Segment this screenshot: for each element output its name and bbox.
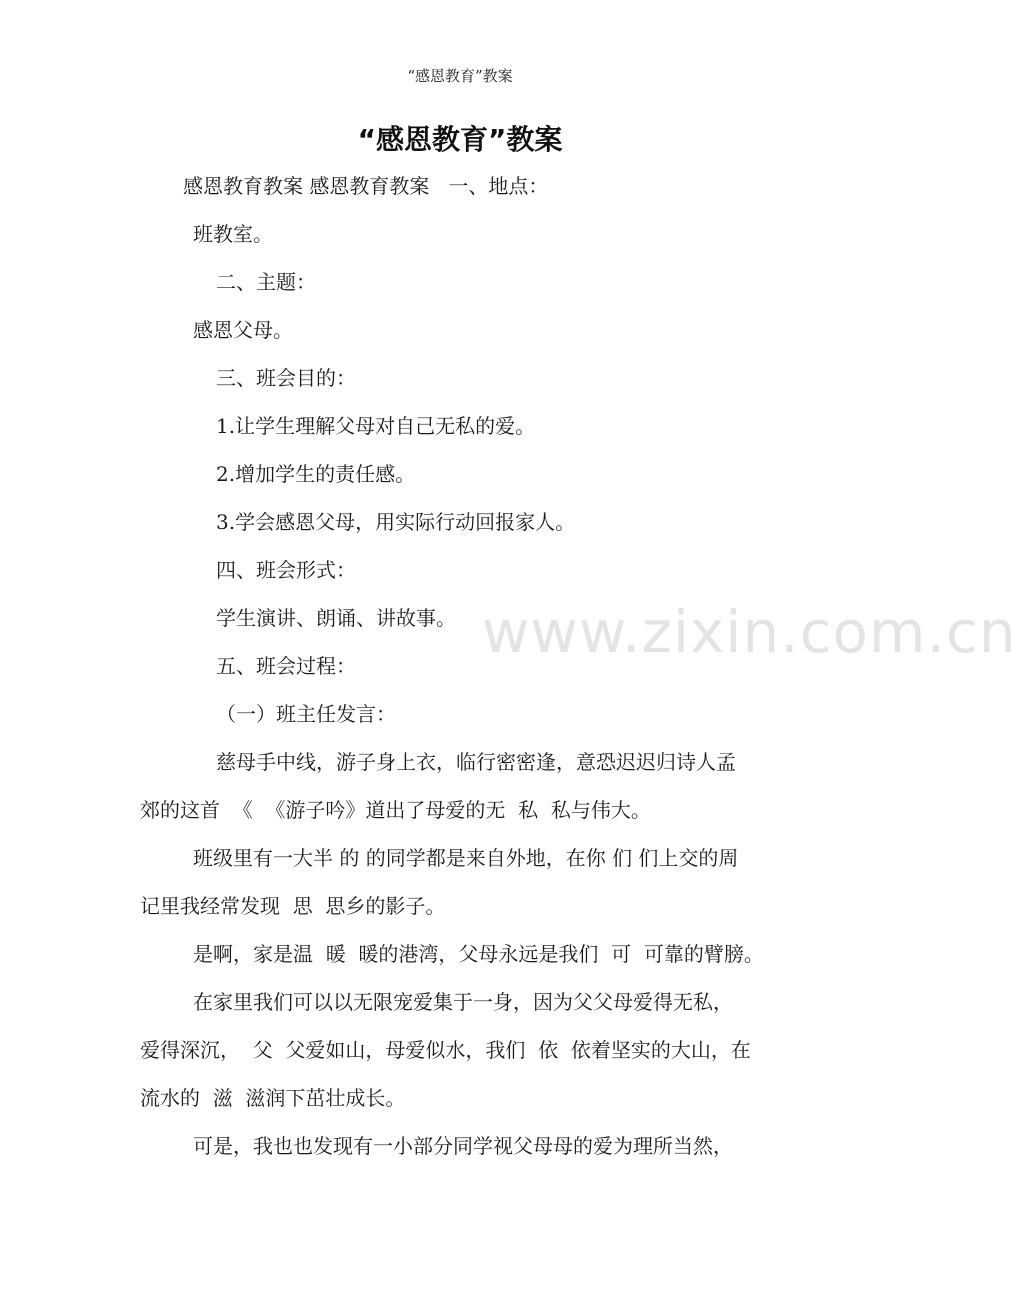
subsection-heading: （一）班主任发言：	[216, 702, 396, 726]
body-line: 流水的 滋 滋润下茁壮成长。	[140, 1086, 406, 1110]
body-line: 在家里我们可以以无限宠爱集于一身，因为父父母爱得无私，	[193, 990, 733, 1014]
intro-line: 感恩教育教案 感恩教育教案 一、地点：	[183, 174, 549, 198]
body-line: 班级里有一大半 的 的同学都是来自外地，在你 们 们上交的周	[193, 846, 739, 870]
location-text: 班教室。	[193, 222, 273, 246]
section-heading-theme: 二、主题：	[216, 270, 316, 294]
section-heading-goals: 三、班会目的：	[216, 366, 356, 390]
section-heading-format: 四、班会形式：	[216, 558, 356, 582]
document-title: “感恩教育”教案	[357, 123, 563, 156]
running-header: “感恩教育”教案	[407, 67, 513, 85]
body-line: 慈母手中线，游子身上衣，临行密密逢，意恐迟迟归诗人孟	[216, 750, 736, 774]
body-line: 爱得深沉， 父 父爱如山，母爱似水，我们 依 依着坚实的大山，在	[140, 1038, 751, 1062]
body-line: 郊的这首 《 《游子吟》道出了母爱的无 私 私与伟大。	[140, 798, 651, 822]
theme-text: 感恩父母。	[193, 318, 293, 342]
body-line: 是啊，家是温 暖 暖的港湾，父母永远是我们 可 可靠的臂膀。	[193, 942, 764, 966]
watermark: www.zixin.com.cn	[482, 598, 1017, 666]
goal-item: 2.增加学生的责任感。	[216, 462, 416, 486]
body-line: 记里我经常发现 思 思乡的影子。	[140, 894, 446, 918]
goal-item: 1.让学生理解父母对自己无私的爱。	[216, 414, 536, 438]
goal-item: 3.学会感恩父母，用实际行动回报家人。	[216, 510, 576, 534]
format-text: 学生演讲、朗诵、讲故事。	[216, 606, 456, 630]
section-heading-process: 五、班会过程：	[216, 654, 356, 678]
body-line: 可是，我也也发现有一小部分同学视父母母的爱为理所当然，	[193, 1134, 733, 1158]
